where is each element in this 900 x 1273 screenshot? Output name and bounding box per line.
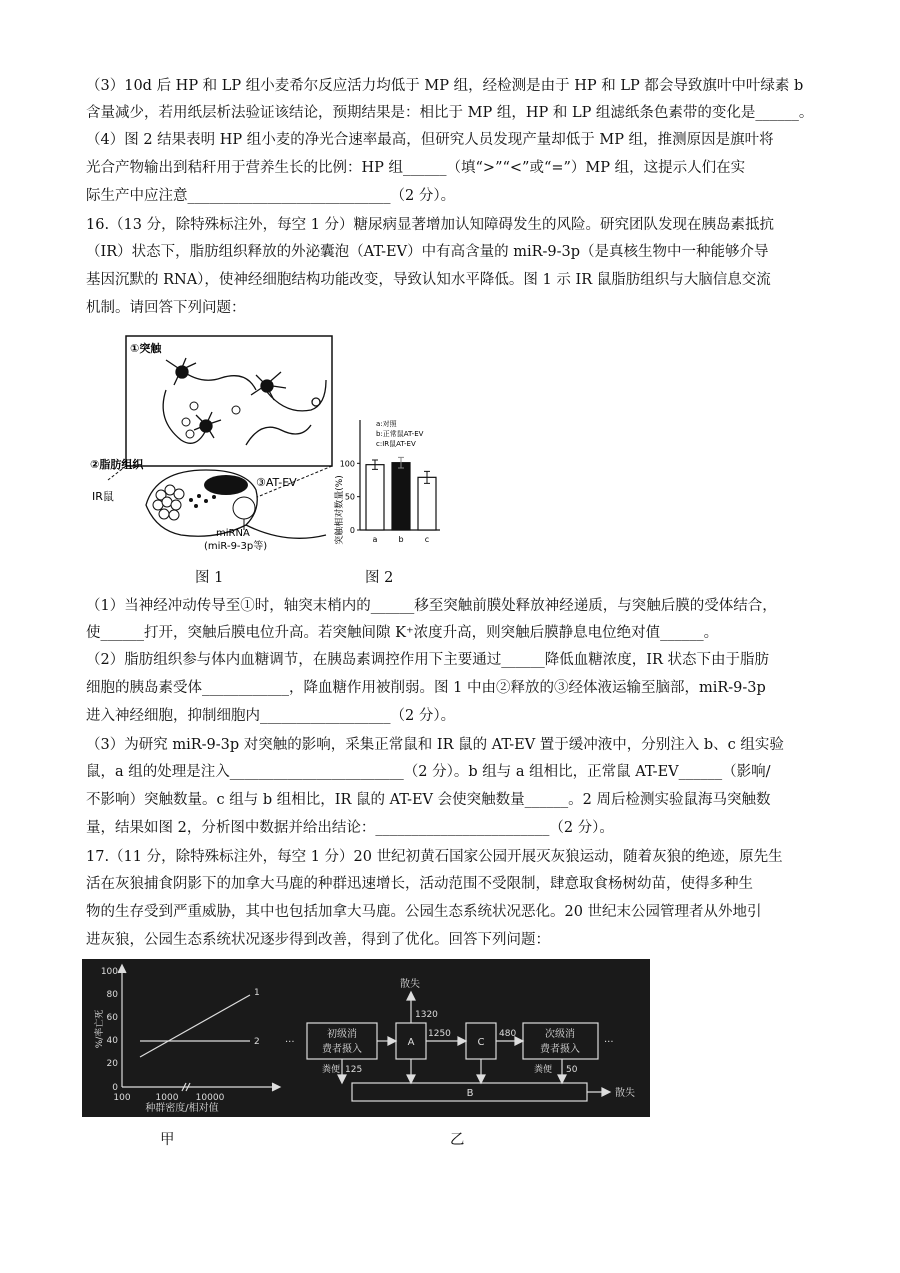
fig2-bar-b: [392, 463, 410, 530]
caption-jia: 甲: [160, 1132, 175, 1148]
figure-17: [82, 959, 650, 1117]
q16-sub2-a: （2）脂肪组织参与体内血糖调节，在胰岛素调控作用下主要通过______降低血糖浓度，IR 状态下由于脂肪: [86, 652, 769, 668]
q16-sub2-b: 细胞的胰岛素受体____________，降血糖作用被削弱。图 1 中由②释放的③经体液运输至脑部，miR-9-3p: [86, 680, 766, 696]
fig2-bars: [366, 457, 436, 544]
flow-v1320: 1320: [415, 1010, 438, 1020]
fig2-bar-a: [366, 465, 384, 530]
q16-intro-4: 机制。请回答下列问题：: [86, 300, 246, 316]
q17-intro-2: 活在灰狼捕食阴影下的加拿大马鹿的种群迅速增长，活动范围不受限制，肆意取食杨树幼苗，使得多种生: [86, 876, 753, 892]
box-secondary-line1: 次级消: [545, 1029, 575, 1040]
graph-a-ylabel: %/率亡死: [95, 1009, 105, 1049]
q16-intro-1: 16.（13 分，除特殊标注外，每空 1 分）糖尿病显著增加认知障碍发生的风险。研究团队发现在胰岛素抵抗: [86, 217, 775, 233]
q16-intro-2: （IR）状态下，脂肪组织释放的外泌囊泡（AT-EV）中有高含量的 miR-9-3p（是真核生物中一种能够介导: [86, 244, 769, 260]
svg-text:100: 100: [100, 967, 118, 977]
fig2-category-c: c: [424, 535, 430, 544]
flow-feces-2: 粪便: [534, 1065, 553, 1075]
flow-dots-left: ···: [285, 1037, 295, 1048]
label-ir-mouse: IR鼠: [92, 490, 114, 503]
q17-intro-3: 物的生存受到严重威胁，其中也包括加拿大马鹿。公园生态系统状况恶化。20 世纪末公园管理者从外地引: [86, 904, 762, 920]
fig2-bar-c: [418, 477, 436, 530]
flow-v50: 50: [566, 1065, 578, 1075]
q15-line-4b: 光合产物输出到秸秆用于营养生长的比例：HP 组______（填“>”“<”或“=”）MP 组，这提示人们在实: [86, 160, 746, 176]
q16-sub3-c: 不影响）突触数量。c 组与 b 组相比，IR 鼠的 AT-EV 会使突触数量______。2 周后检测实验鼠海马突触数: [86, 792, 771, 808]
svg-text:10000: 10000: [195, 1093, 225, 1103]
label-mirna-2: (miR-9-3p等): [204, 541, 268, 552]
svg-text:20: 20: [106, 1059, 118, 1069]
label-fat: ②脂肪组织: [90, 458, 144, 471]
flow-v125: 125: [345, 1065, 363, 1075]
svg-text:40: 40: [106, 1036, 118, 1046]
figure-2-chart: [330, 410, 470, 560]
legend-c: c:IR鼠AT-EV: [376, 440, 416, 448]
flow-feces-1: 粪便: [322, 1065, 341, 1075]
svg-text:1000: 1000: [155, 1093, 179, 1103]
caption-yi: 乙: [450, 1132, 465, 1148]
atev-circle: [233, 497, 255, 519]
brain-blob: [204, 475, 248, 495]
q16-sub1-a: （1）当神经冲动传导至①时，轴突末梢内的______移至突触前膜处释放神经递质，与突触后膜的受体结合，: [86, 598, 777, 614]
svg-text:0: 0: [112, 1083, 118, 1093]
graph-a-label-2: 2: [254, 1037, 260, 1047]
flow-lost-top: 散失: [400, 979, 420, 990]
mouse-tail: [246, 525, 326, 538]
q16-intro-3: 基因沉默的 RNA），使神经细胞结构功能改变，导致认知水平降低。图 1 示 IR 鼠脂肪组织与大脑信息交流: [86, 272, 771, 288]
graph-a-xlabel: 种群密度/相对值: [145, 1103, 219, 1114]
caption-fig2: 图 2: [365, 570, 394, 586]
box-secondary-line2: 费者摄入: [540, 1044, 580, 1055]
box-b: B: [466, 1088, 474, 1099]
q16-sub3-b: 鼠，a 组的处理是注入________________________（2 分）。b 组与 a 组相比，正常鼠 AT-EV______（影响/: [86, 764, 771, 780]
flow-dots-right: ···: [604, 1037, 614, 1048]
box-a: A: [407, 1037, 415, 1048]
box-primary-line1: 初级消: [327, 1029, 357, 1040]
flow-v1250: 1250: [428, 1029, 451, 1039]
flow-lost-right: 散失: [615, 1088, 635, 1099]
label-atev: ③AT-EV: [256, 476, 297, 489]
legend-a: a:对照: [376, 420, 397, 428]
fig2-category-b: b: [398, 535, 404, 544]
figure-1-diagram: [86, 330, 336, 560]
q16-sub1-b: 使______打开，突触后膜电位升高。若突触间隙 K⁺浓度升高，则突触后膜静息电位绝对值______。: [86, 625, 719, 641]
q15-line-4a: （4）图 2 结果表明 HP 组小麦的净光合速率最高，但研究人员发现产量却低于 MP 组，推测原因是旗叶将: [86, 132, 774, 148]
box-c: C: [477, 1037, 485, 1048]
svg-text:60: 60: [106, 1013, 118, 1023]
q15-line-3b: 含量减少，若用纸层析法验证该结论，预期结果是：相比于 MP 组，HP 和 LP 组滤纸条色素带的变化是______。: [86, 105, 814, 121]
label-synapse: ①突触: [130, 342, 162, 355]
svg-text:100: 100: [113, 1093, 131, 1103]
svg-text:80: 80: [106, 990, 118, 1000]
q16-sub3-d: 量，结果如图 2，分析图中数据并给出结论：________________________（2 分）。: [86, 820, 614, 836]
fig2-tick-label: 50: [344, 492, 355, 502]
legend-b: b:正常鼠AT-EV: [376, 430, 424, 438]
q17-intro-1: 17.（11 分，除特殊标注外，每空 1 分）20 世纪初黄石国家公园开展灭灰狼运动，随着灰狼的绝迹，原先生: [86, 849, 783, 865]
fig2-category-a: a: [372, 535, 378, 544]
fig2-tick-label: 0: [349, 526, 355, 535]
fig2-tick-label: 100: [339, 459, 355, 469]
q15-line-4c: 际生产中应注意____________________________（2 分）。: [86, 188, 456, 204]
label-mirna: miRNA: [216, 528, 250, 539]
flow-v480: 480: [499, 1029, 517, 1039]
synapse-frame: [126, 336, 332, 466]
q15-line-3a: （3）10d 后 HP 和 LP 组小麦希尔反应活力均低于 MP 组，经检测是由于 HP 和 LP 都会导致旗叶中叶绿素 b: [86, 78, 804, 94]
q16-sub2-c: 进入神经细胞，抑制细胞内__________________（2 分）。: [86, 708, 456, 724]
fig2-ylabel: 突触相对数量(%): [335, 475, 345, 545]
graph-a-label-1: 1: [254, 988, 260, 998]
caption-fig1: 图 1: [195, 570, 224, 586]
graph-a-xticks: [113, 1093, 224, 1103]
box-primary-line2: 费者摄入: [322, 1044, 362, 1055]
q17-intro-4: 进灰狼，公园生态系统状况逐步得到改善，得到了优化。回答下列问题：: [86, 932, 550, 948]
q16-sub3-a: （3）为研究 miR-9-3p 对突触的影响，采集正常鼠和 IR 鼠的 AT-EV 置于缓冲液中，分别注入 b、c 组实验: [86, 737, 784, 753]
